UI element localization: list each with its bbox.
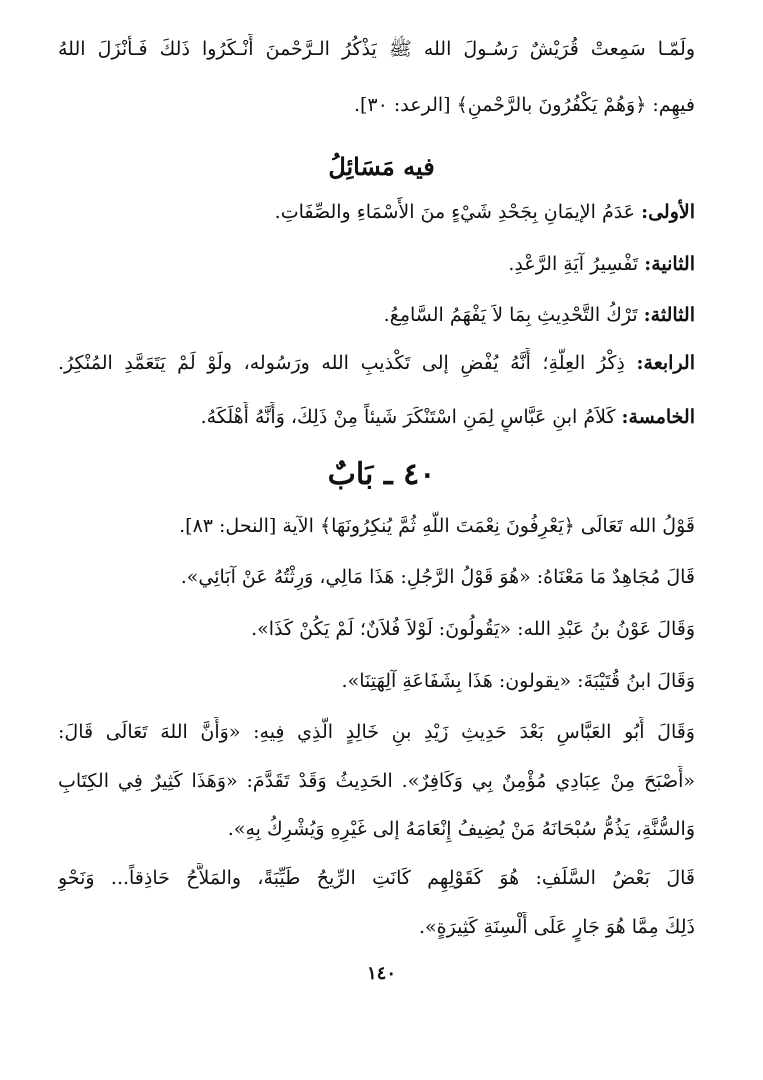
masail-item-3-text: تَرْكُ التَّحْدِيثِ بِمَا لاَ يَفْهَمُ السَّامِعُ. xyxy=(383,304,644,326)
masail-item-2 xyxy=(58,249,695,279)
masail-item-2-text: تَفْسِيرُ آيَةِ الرَّعْدِ. xyxy=(508,253,645,275)
body-line-4: وَقَالَ ابنُ قُتَيْبَةَ: «يقولون: هَذَا بِشَفَاعَةِ آلِهَتِنَا». xyxy=(341,670,695,692)
body-line-8: قَالَ بَعْضُ السَّلَفِ: هُوَ كَقَوْلِهِم كَانَتِ الرِّيحُ طَيِّبَةً، والمَلاَّحُ حَاذِقاً... وَنَحْوِ xyxy=(58,867,695,889)
body-line-1: قَوْلُ الله تَعَالَى ﴿يَعْرِفُونَ نِعْمَتَ اللَّهِ ثُمَّ يُنكِرُونَهَا﴾ الآية [النحل: ٨٣]. xyxy=(179,515,695,537)
masail-item-3 xyxy=(58,300,695,330)
masail-item-1-label: الأولى: xyxy=(641,201,695,223)
bab-heading: ٤٠ ـ بَابٌ xyxy=(327,457,436,492)
page-number: ١٤٠ xyxy=(366,963,396,984)
body-line-3: وَقَالَ عَوْنُ بنُ عَبْدِ الله: «يَقُولُونَ: لَوْلاَ فُلاَنٌ؛ لَمْ يَكُنْ كَذَا». xyxy=(251,618,695,640)
body-line-6: «أَصْبَحَ مِنْ عِبَادِي مُؤْمِنٌ بِي وَكَافِرٌ». الحَدِيثُ وَقَدْ تَقَدَّمَ: «وَهَذَا كَثِيرٌ فِي الكِتَابِ xyxy=(58,770,695,792)
intro-line-1: ولَمّـا سَمِعتْ قُرَيْشٌ رَسُـولَ الله ﷺ يَذْكُرُ الـرَّحْمنَ أَنْـكَرُوا ذَلكَ فَـأَنْزَلَ اللهُ xyxy=(58,38,695,60)
masail-item-4 xyxy=(58,348,695,378)
body-line-2: قَالَ مُجَاهِدٌ مَا مَعْنَاهُ: «هُوَ قَوْلُ الرَّجُلِ: هَذَا مَالِي، وَرِثْتُهُ عَنْ آبَائِي». xyxy=(180,566,695,588)
masail-item-1-text: عَدَمُ الإيمَانِ بِجَحْدِ شَيْءٍ منَ الأَسْمَاءِ والصِّفَاتِ. xyxy=(274,201,642,223)
masail-item-5-text: كَلاَمُ ابنِ عَبَّاسٍ لِمَنِ اسْتَنْكَرَ شَيئاً مِنْ ذَلِكَ، وَأَنَّهُ أَهْلَكَهُ. xyxy=(200,406,622,428)
body-line-9: ذَلِكَ مِمَّا هُوَ جَارٍ عَلَى أَلْسِنَةِ كَثِيرَةٍ». xyxy=(418,916,695,938)
masail-item-4-label: الرابعة: xyxy=(636,352,695,374)
masail-item-5-label: الخامسة: xyxy=(621,406,695,428)
masail-item-1 xyxy=(58,197,695,227)
masail-item-4-text: ذِكْرُ العِلَّةِ؛ أَنَّهُ يُفْضِ إلى تَكْذيبِ الله ورَسُوله، ولَوْ لَمْ يَتَعَمَّدِ المُنْكِرُ. xyxy=(58,352,637,374)
masail-item-3-label: الثالثة: xyxy=(643,304,695,326)
masail-item-5 xyxy=(58,402,695,432)
body-line-5: وَقَالَ أَبُو العَبَّاسِ بَعْدَ حَدِيثِ زَيْدِ بنِ خَالِدٍ الَّذِي فِيهِ: «وَأَنَّ اللهَ تَعَالَى قَالَ: xyxy=(58,721,695,743)
body-line-7: وَالسُّنَّةِ، يَذُمُّ سُبْحَانَهُ مَنْ يُضِيفُ إِنْعَامَهُ إلى غَيْرِهِ وَيُشْرِكُ بِهِ». xyxy=(227,818,695,840)
masail-item-2-label: الثانية: xyxy=(644,253,695,275)
masail-heading: فيه مَسَائِلُ xyxy=(328,152,435,181)
intro-line-2: فيهِم: ﴿وَهُمْ يَكْفُرُونَ بالرَّحْمنِ﴾ [الرعد: ٣٠]. xyxy=(353,94,695,116)
